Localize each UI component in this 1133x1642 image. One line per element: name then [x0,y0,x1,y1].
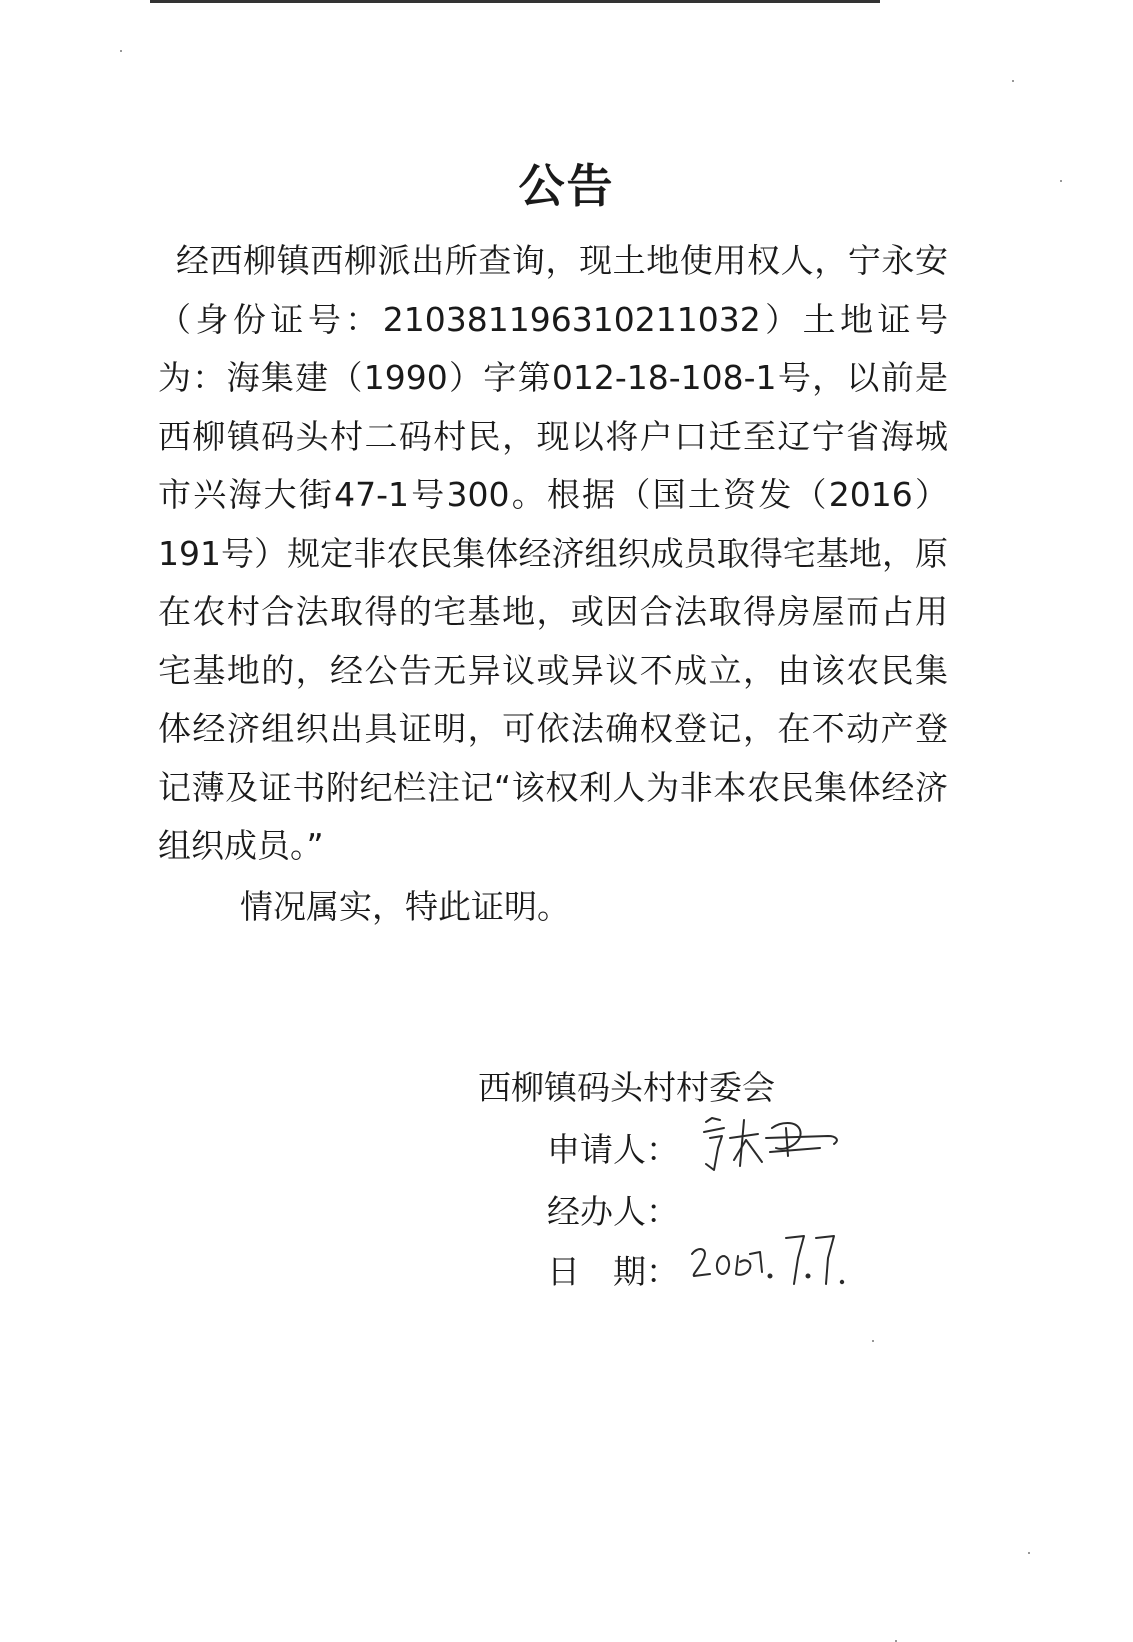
committee-name: 西柳镇码头村村委会 [478,1068,775,1107]
scan-top-edge [150,0,880,3]
handler-label: 经办人： [547,1192,679,1231]
applicant-signature [700,1108,850,1178]
scan-speck [120,50,122,52]
document-body: 经西柳镇西柳派出所查询，现土地使用权人，宁永安（身份证号：210381196310211032）土地证号为：海集建（1990）字第012-18-108-1号，以前是西柳镇码头村二码村民，现以将户口迁至辽宁省海城市兴海大街47-1号300。根据（国土资发（2016）191号）规定非农民集体经济组织成员取得宅基地，原在农村合法取得的宅基地，或因合法取得房屋而占用宅基地的，经公告无异议或异议不成立，由该农民集体经济组织出具证明，可依法确权登记，在不动产登记薄及证书附纪栏注记“该权利人为非本农民集体经济组织成员。” [158,241,948,865]
date-handwritten [690,1228,860,1288]
scan-speck [1028,1552,1030,1554]
closing-statement: 情况属实，特此证明。 [240,887,570,926]
date-label: 日 期： [547,1252,679,1291]
scan-speck [1012,80,1014,82]
document-title: 公告 [518,159,615,213]
scan-speck [872,1340,874,1342]
applicant-label: 申请人： [547,1130,679,1169]
scan-speck [1060,180,1062,182]
